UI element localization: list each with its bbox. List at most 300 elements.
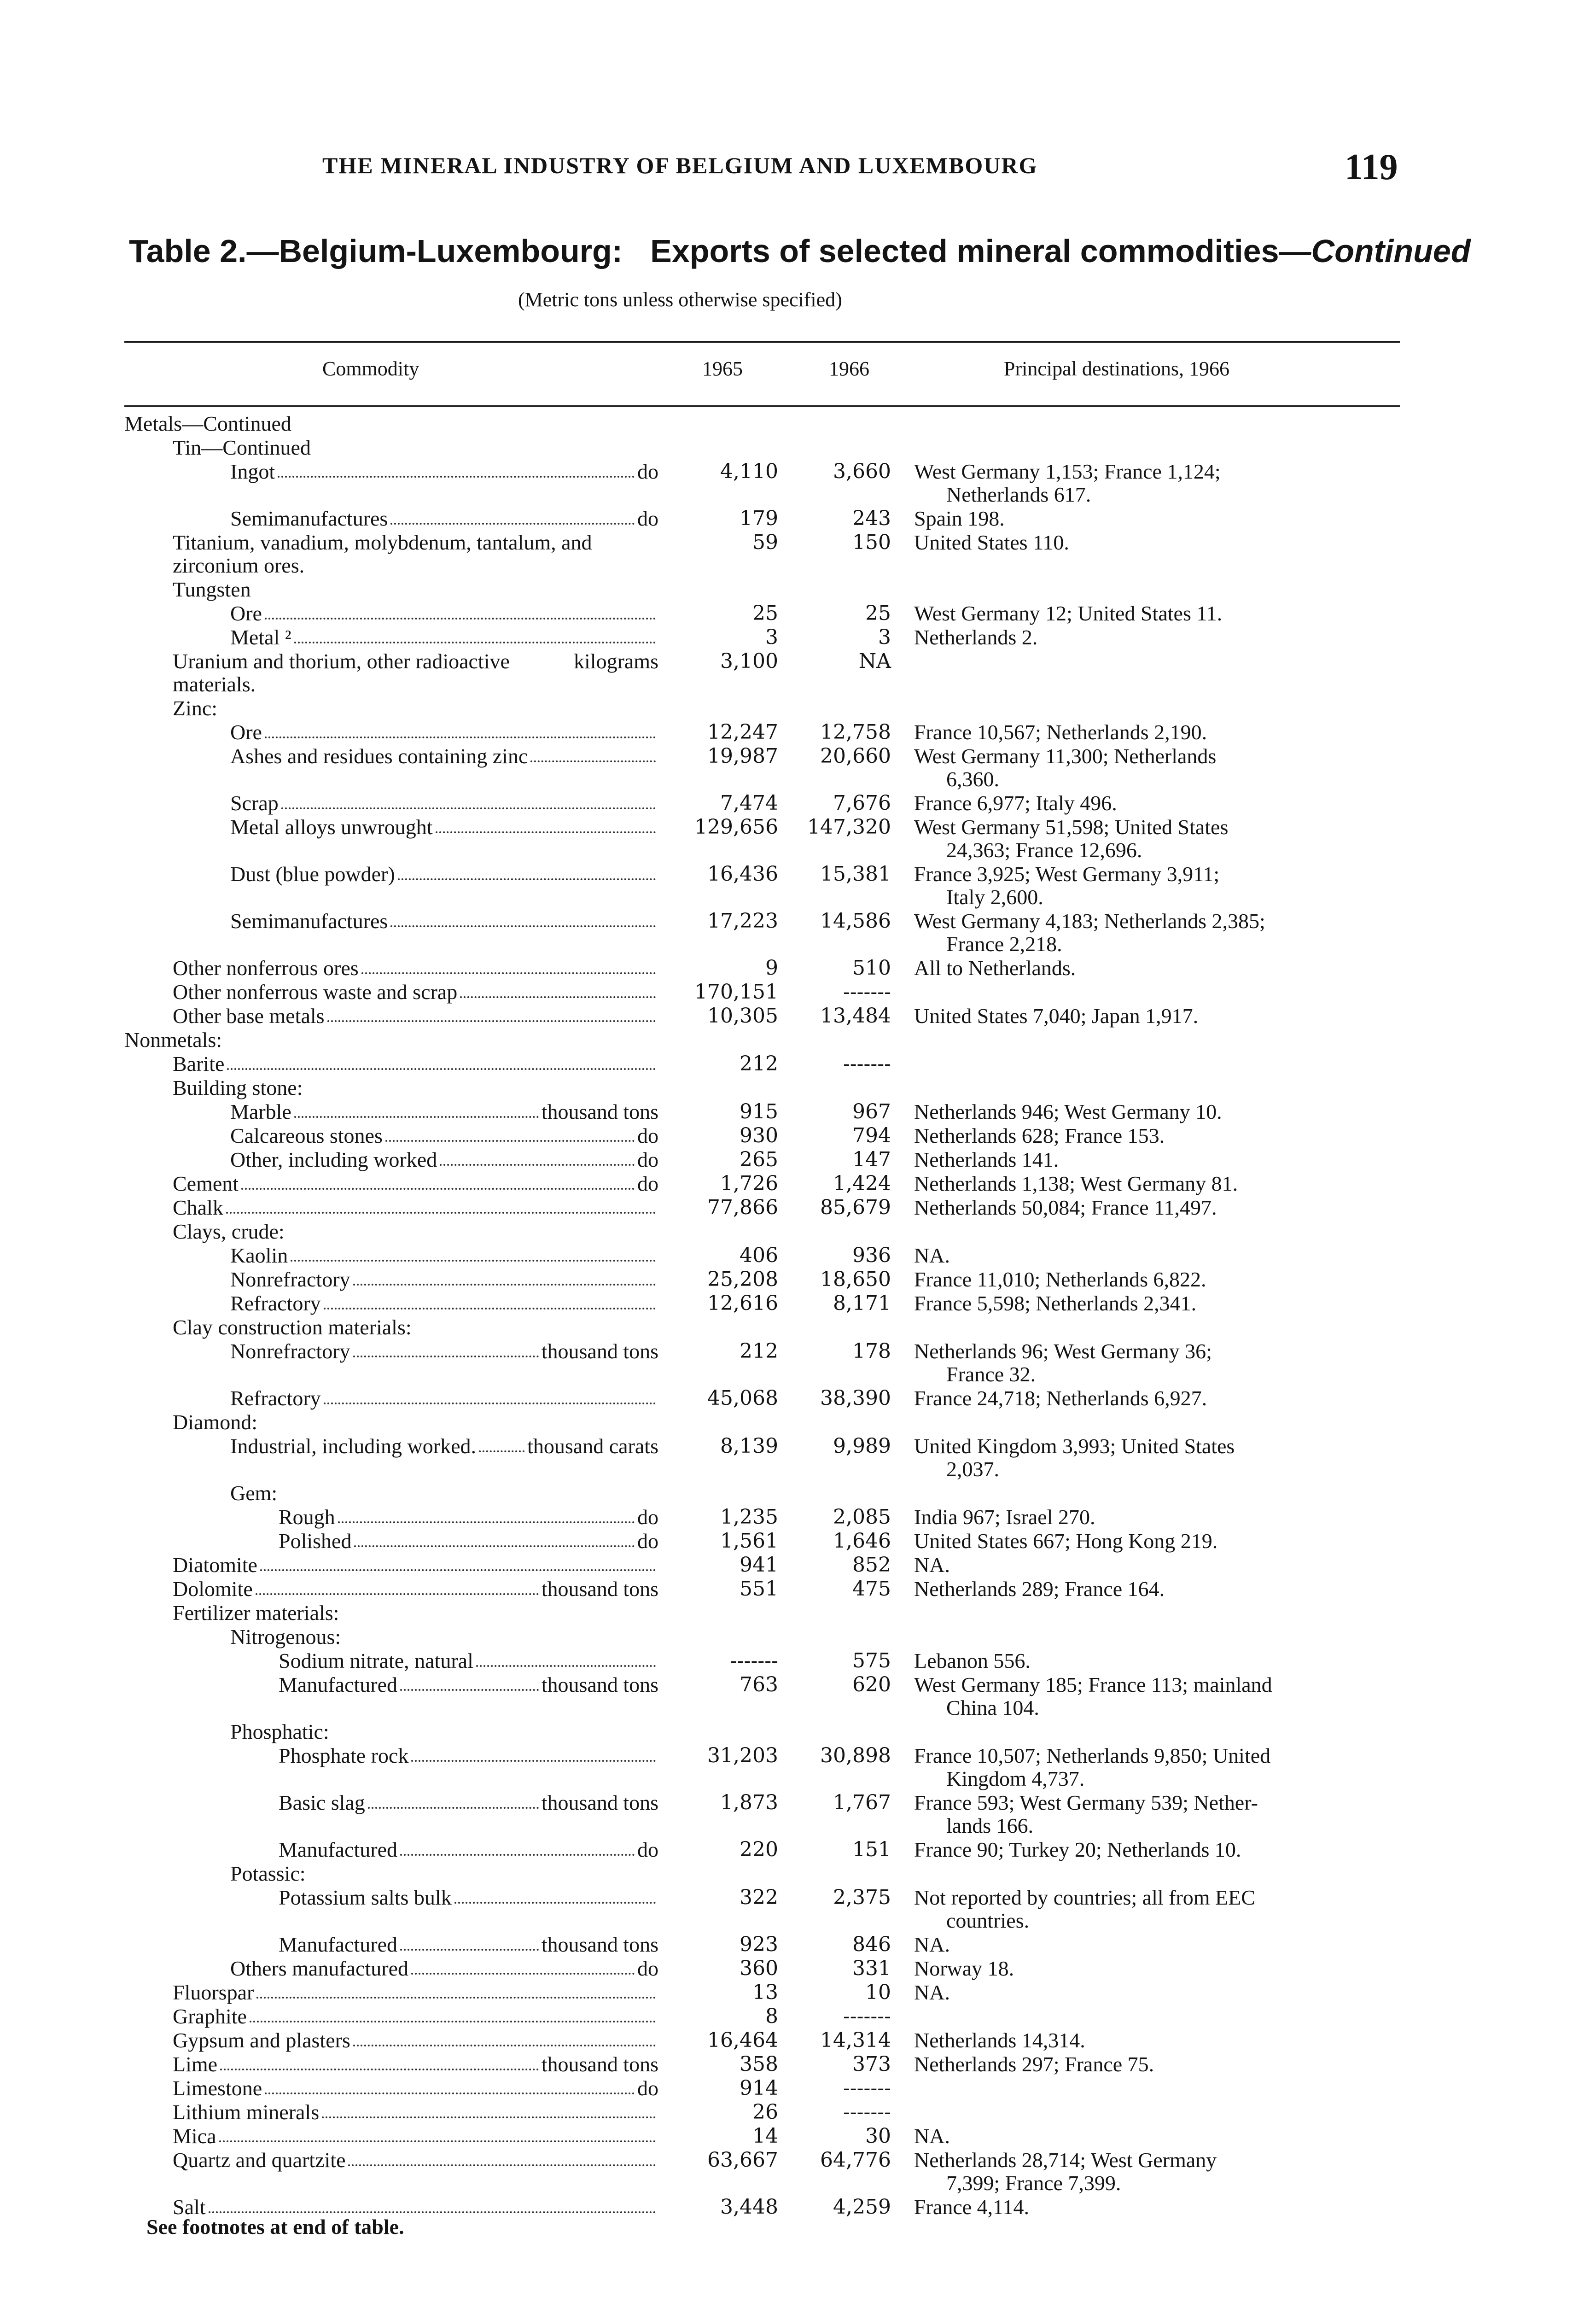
value-1966: 7,676 <box>833 791 891 815</box>
value-1966: 3,660 <box>833 460 891 483</box>
value-1966: 85,679 <box>820 1196 891 1219</box>
destinations-cell <box>914 1791 1398 1837</box>
value-1966: 1,646 <box>833 1529 891 1553</box>
destinations-cell <box>914 1578 1398 1601</box>
commodity-cell <box>0 436 658 459</box>
destinations-cell <box>914 1292 1398 1315</box>
value-1965: 10,305 <box>707 1004 778 1028</box>
table-row <box>0 863 1596 910</box>
value-1965: 26 <box>752 2100 778 2124</box>
table-row <box>0 1838 1596 1862</box>
destinations-cell <box>914 1100 1398 1123</box>
footnote: See footnotes at end of table. <box>146 2215 404 2239</box>
table-row <box>0 697 1596 721</box>
commodity-cell <box>0 507 658 530</box>
commodity-cell <box>0 1292 658 1315</box>
unit-label: do <box>637 1838 658 1861</box>
value-1965: 12,616 <box>707 1292 778 1315</box>
commodity-name: Lithium minerals <box>173 2100 320 2124</box>
value-1966: 30,898 <box>820 1744 891 1767</box>
commodity-name: Other nonferrous ores <box>173 956 359 980</box>
destinations-cell <box>914 1957 1398 1980</box>
destination-line: Netherlands 297; France 75. <box>914 2052 1154 2076</box>
commodity-name: Tin—Continued <box>173 436 311 459</box>
table-row <box>0 602 1596 626</box>
value-1966: 852 <box>852 1553 891 1577</box>
destinations-cell <box>914 1340 1398 1386</box>
leader-dots <box>454 1886 656 1904</box>
destination-line: 2,037. <box>946 1457 999 1481</box>
commodity-cell <box>0 602 658 625</box>
commodity-cell <box>0 1124 658 1147</box>
destinations-cell <box>914 626 1398 649</box>
destination-line: countries. <box>946 1909 1030 1932</box>
commodity-name: Other, including worked <box>230 1148 437 1171</box>
table-row <box>0 1625 1596 1649</box>
commodity-name: Barite <box>173 1052 225 1076</box>
leader-dots <box>354 1530 635 1547</box>
leader-dots <box>368 1791 539 1809</box>
destinations-cell <box>914 1554 1398 1577</box>
unit-label: do <box>637 2076 658 2100</box>
value-1966: 20,660 <box>820 744 891 768</box>
table-top-rule <box>124 341 1400 343</box>
unit-label: do <box>637 1124 658 1147</box>
leader-dots <box>361 957 656 974</box>
table-row <box>0 1554 1596 1578</box>
leader-dots <box>400 1933 539 1951</box>
value-1966: 510 <box>852 956 891 980</box>
table-row <box>0 1957 1596 1981</box>
table-row <box>0 2101 1596 2125</box>
value-1965: 212 <box>740 1339 778 1363</box>
value-1965: 129,656 <box>694 815 778 839</box>
commodity-name: Ashes and residues containing zinc <box>230 744 528 768</box>
table-row <box>0 721 1596 745</box>
table-row <box>0 1076 1596 1100</box>
table-row <box>0 2029 1596 2053</box>
value-1966: 794 <box>852 1124 891 1147</box>
leader-dots <box>281 792 656 809</box>
destinations-cell <box>914 602 1398 625</box>
commodity-cell <box>0 1029 658 1052</box>
table-row <box>0 816 1596 863</box>
table-row <box>0 1052 1596 1076</box>
commodity-name: Phosphate rock <box>279 1744 409 1767</box>
unit-label: thousand carats <box>527 1434 658 1458</box>
table-title-text: Exports of selected mineral commodities <box>650 233 1279 269</box>
value-1966: 25 <box>865 602 891 625</box>
table-row <box>0 1244 1596 1268</box>
value-1965: 930 <box>740 1124 778 1147</box>
table-row <box>0 2053 1596 2077</box>
commodity-cell <box>0 1435 658 1458</box>
destination-line: France 3,925; West Germany 3,911; <box>914 862 1220 886</box>
value-1966: 967 <box>852 1100 891 1123</box>
value-1965: 25,208 <box>707 1268 778 1291</box>
table-row <box>0 1316 1596 1340</box>
table-row <box>0 1124 1596 1148</box>
commodity-name: Graphite <box>173 2005 247 2028</box>
destination-line: West Germany 4,183; Netherlands 2,385; <box>914 909 1265 933</box>
value-1965: 923 <box>740 1933 778 1956</box>
commodity-cell <box>0 721 658 744</box>
commodity-name: Refractory <box>230 1292 321 1315</box>
destination-line: Netherlands 141. <box>914 1148 1059 1171</box>
commodity-name: Nonmetals: <box>124 1028 222 1052</box>
destination-line: France 2,218. <box>946 932 1062 956</box>
value-1965: 16,436 <box>707 862 778 886</box>
commodity-cell <box>0 460 658 483</box>
table-row <box>0 1720 1596 1744</box>
commodity-cell <box>0 1981 658 2004</box>
commodity-name: Other base metals <box>173 1004 325 1028</box>
leader-dots <box>241 1172 635 1190</box>
commodity-cell <box>0 1196 658 1219</box>
value-1966: 14,586 <box>820 909 891 933</box>
destination-line: Netherlands 628; France 153. <box>914 1124 1165 1147</box>
leader-dots <box>265 602 656 620</box>
commodity-name: Metal alloys unwrought <box>230 815 433 839</box>
leader-dots <box>400 1673 539 1691</box>
commodity-name: Fertilizer materials: <box>173 1601 339 1625</box>
value-1965: 1,235 <box>720 1505 778 1529</box>
commodity-cell <box>0 981 658 1004</box>
unit-label: thousand tons <box>541 1673 658 1696</box>
commodity-name: Lime <box>173 2052 218 2076</box>
destinations-cell <box>914 1933 1398 1956</box>
commodity-name: Scrap <box>230 791 279 815</box>
value-1965: 77,866 <box>707 1196 778 1219</box>
table-row <box>0 531 1596 578</box>
commodity-name: Metal ² <box>230 625 291 649</box>
commodity-cell <box>0 1148 658 1171</box>
commodity-name: Fluorspar <box>173 1981 254 2004</box>
commodity-name: Diamond: <box>173 1410 257 1434</box>
commodity-name: Salt <box>173 2195 206 2219</box>
unit-label: thousand tons <box>541 1933 658 1956</box>
destinations-cell <box>914 1838 1398 1861</box>
table-row <box>0 1292 1596 1316</box>
value-1965: 360 <box>740 1957 778 1980</box>
commodity-cell <box>0 816 658 839</box>
commodity-cell <box>0 1649 658 1672</box>
commodity-name: Uranium and thorium, other radioactive materials. <box>173 649 510 696</box>
commodity-name: Polished <box>279 1529 352 1553</box>
header-1965: 1965 <box>702 357 743 380</box>
unit-label: thousand tons <box>541 1577 658 1601</box>
commodity-cell <box>0 1530 658 1553</box>
commodity-name: Clays, crude: <box>173 1220 285 1243</box>
leader-dots <box>353 1268 656 1286</box>
commodity-name: Nitrogenous: <box>230 1625 341 1648</box>
commodity-name: Limestone <box>173 2076 262 2100</box>
commodity-cell <box>0 1744 658 1767</box>
table-row <box>0 1100 1596 1124</box>
table-row <box>0 910 1596 957</box>
commodity-cell <box>0 1720 658 1743</box>
value-1965: 16,464 <box>707 2028 778 2052</box>
destinations-cell <box>914 2053 1398 2076</box>
unit-label: thousand tons <box>541 2052 658 2076</box>
table-row <box>0 1005 1596 1029</box>
destination-line: Netherlands 96; West Germany 36; <box>914 1339 1212 1363</box>
table-row <box>0 650 1596 697</box>
commodity-cell <box>0 1506 658 1529</box>
table-row <box>0 1578 1596 1602</box>
commodity-name: Quartz and quartzite <box>173 2148 346 2172</box>
table-row <box>0 2149 1596 2196</box>
destination-line: France 4,114. <box>914 2195 1029 2219</box>
commodity-cell <box>0 792 658 815</box>
destination-line: Netherlands 289; France 164. <box>914 1577 1165 1601</box>
table-row <box>0 1435 1596 1482</box>
destinations-cell <box>914 745 1398 791</box>
leader-dots <box>294 626 656 643</box>
unit-label: do <box>637 1529 658 1553</box>
value-1965: 1,561 <box>720 1529 778 1553</box>
unit-label: do <box>637 507 658 530</box>
leader-dots <box>265 721 656 738</box>
commodity-name: Calcareous stones <box>230 1124 383 1147</box>
value-1966: 620 <box>852 1673 891 1696</box>
value-1965: 17,223 <box>707 909 778 933</box>
leader-dots <box>250 2005 656 2022</box>
commodity-name: Industrial, including worked. <box>230 1434 477 1458</box>
value-1965: 45,068 <box>707 1386 778 1410</box>
commodity-name: Manufactured <box>279 1838 397 1861</box>
table-row <box>0 460 1596 507</box>
destinations-cell <box>914 1172 1398 1195</box>
unit-label: do <box>637 1957 658 1980</box>
value-1965: 406 <box>740 1244 778 1267</box>
commodity-name: Refractory <box>230 1386 321 1410</box>
destinations-cell <box>914 531 1398 554</box>
destination-line: Netherlands 1,138; West Germany 81. <box>914 1172 1238 1195</box>
value-1966: 151 <box>852 1838 891 1861</box>
commodity-cell <box>0 2053 658 2076</box>
destination-line: Netherlands 617. <box>946 483 1091 506</box>
value-1965: 8,139 <box>720 1434 778 1458</box>
unit-label: do <box>637 1148 658 1171</box>
destination-line: NA. <box>914 1244 950 1267</box>
commodity-name: Diatomite <box>173 1553 257 1577</box>
value-1966: 10 <box>865 1981 891 2004</box>
value-1966: 15,381 <box>820 862 891 886</box>
leader-dots <box>220 2053 539 2070</box>
commodity-name: Marble <box>230 1100 291 1123</box>
commodity-cell <box>0 1838 658 1861</box>
value-1965: 12,247 <box>707 720 778 744</box>
commodity-cell <box>0 1886 658 1909</box>
commodity-cell <box>0 1076 658 1099</box>
table-row <box>0 436 1596 460</box>
destination-line: Lebanon 556. <box>914 1649 1031 1672</box>
leader-dots <box>227 1052 656 1070</box>
destination-line: United States 667; Hong Kong 219. <box>914 1529 1218 1553</box>
table-row <box>0 1148 1596 1172</box>
leader-dots <box>479 1435 524 1452</box>
unit-label: do <box>637 1172 658 1195</box>
leader-dots <box>291 1244 656 1262</box>
table-header-rule <box>124 405 1400 407</box>
unit-label: kilograms <box>574 649 658 673</box>
value-1966: 2,085 <box>833 1505 891 1529</box>
commodity-name: Other nonferrous waste and scrap <box>173 980 458 1004</box>
commodity-cell <box>0 2149 658 2172</box>
destinations-cell <box>914 1530 1398 1553</box>
unit-label: do <box>637 460 658 483</box>
destination-line: Netherlands 14,314. <box>914 2028 1085 2052</box>
running-head: THE MINERAL INDUSTRY OF BELGIUM AND LUXEMBOURG <box>322 152 1038 178</box>
commodity-cell <box>0 697 658 720</box>
table-row <box>0 1482 1596 1506</box>
table-row <box>0 1268 1596 1292</box>
commodity-cell <box>0 745 658 768</box>
value-1966: 64,776 <box>820 2148 891 2172</box>
destination-line: 6,360. <box>946 767 999 791</box>
destination-line: West Germany 11,300; Netherlands <box>914 744 1217 768</box>
leader-dots <box>390 507 635 525</box>
table-row <box>0 1981 1596 2005</box>
destination-line: United States 110. <box>914 531 1069 554</box>
destination-line: France 5,598; Netherlands 2,341. <box>914 1292 1197 1315</box>
value-1966: ------- <box>843 2005 891 2028</box>
value-1966: 1,767 <box>833 1791 891 1814</box>
value-1965: 63,667 <box>707 2148 778 2172</box>
commodity-cell <box>0 1268 658 1291</box>
table-row <box>0 1196 1596 1220</box>
commodity-name: Mica <box>173 2124 216 2148</box>
unit-label: thousand tons <box>541 1100 658 1123</box>
value-1966: NA <box>858 649 891 673</box>
unit-label: thousand tons <box>541 1339 658 1363</box>
leader-dots <box>338 1506 635 1523</box>
value-1965: 7,474 <box>720 791 778 815</box>
value-1966: 2,375 <box>833 1886 891 1909</box>
table-title-label: Table 2.—Belgium-Luxembourg: <box>129 233 623 269</box>
leader-dots <box>440 1148 635 1166</box>
destination-line: France 32. <box>946 1362 1036 1386</box>
destination-line: All to Netherlands. <box>914 956 1076 980</box>
commodity-name: Others manufactured <box>230 1957 409 1980</box>
table-row <box>0 745 1596 792</box>
destination-line: France 24,718; Netherlands 6,927. <box>914 1386 1207 1410</box>
commodity-cell <box>0 1957 658 1980</box>
value-1966: ------- <box>843 2076 891 2100</box>
commodity-name: Zinc: <box>173 696 218 720</box>
destination-line: France 6,977; Italy 496. <box>914 791 1117 815</box>
commodity-cell <box>0 2029 658 2052</box>
commodity-cell <box>0 1316 658 1339</box>
value-1966: 147 <box>852 1148 891 1171</box>
destination-line: NA. <box>914 1933 950 1956</box>
table-row <box>0 507 1596 531</box>
leader-dots <box>400 1838 635 1856</box>
destinations-cell <box>914 1268 1398 1291</box>
value-1965: 941 <box>740 1553 778 1577</box>
leader-dots <box>411 1744 656 1762</box>
commodity-name: Nonrefractory <box>230 1268 350 1291</box>
header-commodity: Commodity <box>322 357 419 380</box>
value-1965: 13 <box>752 1981 778 2004</box>
value-1966: 147,320 <box>807 815 891 839</box>
value-1966: 3 <box>878 625 891 649</box>
commodity-cell <box>0 626 658 649</box>
value-1965: 212 <box>740 1052 778 1076</box>
commodity-cell <box>0 1005 658 1028</box>
commodity-cell <box>0 1052 658 1076</box>
value-1965: 551 <box>740 1577 778 1601</box>
commodity-cell <box>0 1340 658 1363</box>
table-row <box>0 578 1596 602</box>
leader-dots <box>460 981 656 998</box>
commodity-cell <box>0 1862 658 1885</box>
destination-line: United States 7,040; Japan 1,917. <box>914 1004 1199 1028</box>
destinations-cell <box>914 2196 1398 2219</box>
destinations-cell <box>914 1886 1398 1932</box>
value-1965: 59 <box>752 531 778 554</box>
value-1966: 846 <box>852 1933 891 1956</box>
destination-line: West Germany 185; France 113; mainland <box>914 1673 1272 1696</box>
commodity-name: Ore <box>230 720 262 744</box>
table-body <box>0 412 1596 2220</box>
commodity-name: Sodium nitrate, natural <box>279 1649 473 1672</box>
leader-dots <box>398 863 656 880</box>
commodity-name: Manufactured <box>279 1933 397 1956</box>
destinations-cell <box>914 460 1398 506</box>
destination-line: France 593; West Germany 539; Nether- <box>914 1791 1258 1814</box>
value-1966: 150 <box>852 531 891 554</box>
leader-dots <box>530 745 656 762</box>
value-1966: 243 <box>852 507 891 530</box>
destination-line: NA. <box>914 2124 950 2148</box>
page-number: 119 <box>1345 147 1398 187</box>
value-1965: 358 <box>740 2052 778 2076</box>
commodity-name: Phosphatic: <box>230 1720 329 1743</box>
leader-dots <box>324 1387 656 1404</box>
value-1966: 38,390 <box>820 1386 891 1410</box>
table-row <box>0 1649 1596 1673</box>
table-row <box>0 1744 1596 1791</box>
value-1966: 331 <box>852 1957 891 1980</box>
destinations-cell <box>914 1435 1398 1481</box>
commodity-cell <box>0 531 658 577</box>
commodity-cell <box>0 1172 658 1195</box>
commodity-name: Semimanufactures <box>230 909 388 933</box>
commodity-cell <box>0 412 658 435</box>
value-1965: 3,448 <box>720 2195 778 2219</box>
destinations-cell <box>914 2029 1398 2052</box>
value-1965: 1,873 <box>720 1791 778 1814</box>
value-1965: 179 <box>740 507 778 530</box>
value-1965: 3,100 <box>720 649 778 673</box>
leader-dots <box>411 1957 635 1975</box>
table-row <box>0 1172 1596 1196</box>
value-1966: 9,989 <box>833 1434 891 1458</box>
commodity-cell <box>0 1578 658 1601</box>
table-row <box>0 981 1596 1005</box>
leader-dots <box>322 2101 656 2118</box>
destinations-cell <box>914 957 1398 980</box>
destinations-cell <box>914 1387 1398 1410</box>
commodity-name: Potassium salts bulk <box>279 1886 452 1909</box>
commodity-name: Potassic: <box>230 1862 306 1885</box>
table-row <box>0 1673 1596 1720</box>
destination-line: NA. <box>914 1553 950 1577</box>
table-row <box>0 1411 1596 1435</box>
commodity-name: Titanium, vanadium, molybdenum, tantalum, and zirconium ores. <box>173 531 592 577</box>
